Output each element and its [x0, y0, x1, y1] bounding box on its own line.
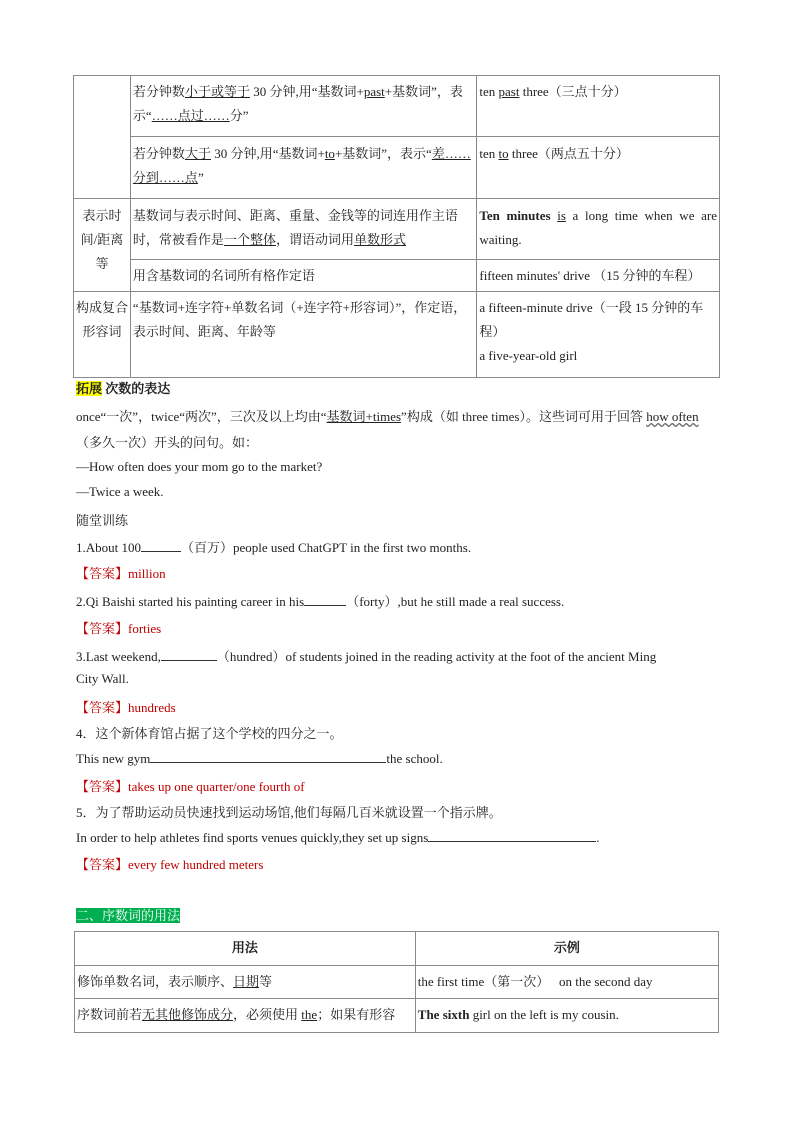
table-row	[74, 292, 720, 378]
usage-cell: 基数词与表示时间、距离、重量、金钱等的词连用作主语时，常被看作是一个整体，谓语动词用单数形式	[130, 199, 476, 260]
example-cell: the first time（第一次） on the second day	[415, 966, 718, 999]
extension-heading	[76, 378, 170, 397]
question-4: This new gym the school.	[76, 751, 443, 766]
extension-body: once“一次”，twice“两次”，三次及以上均由“基数词+times”构成（如 three times）。这些词可用于回答 how often（多久一次）开头的问句。如：	[76, 409, 699, 450]
answer-blank[interactable]	[428, 829, 596, 842]
answer-blank[interactable]	[304, 593, 346, 606]
table-row	[74, 199, 720, 260]
answer-blank[interactable]	[141, 539, 181, 552]
extension-tag: 拓展	[76, 381, 103, 396]
example-cell: The sixth girl on the left is my cousin.	[415, 999, 718, 1033]
column-header: 用法	[75, 932, 416, 966]
usage-cell: 若分钟数小于或等于 30 分钟,用“基数词+past+基数词”，表示“……点过……分”	[130, 76, 476, 137]
question-3-continued: City Wall.	[76, 671, 129, 686]
example-cell: ten to three（两点五十分）	[477, 137, 720, 199]
table-row	[74, 76, 720, 137]
answer-line: 【答案】forties	[76, 621, 162, 636]
category-cell	[74, 76, 131, 199]
table-row	[74, 137, 720, 199]
usage-cell: 序数词前若无其他修饰成分，必须使用 the；如果有形容	[75, 999, 416, 1033]
answer-line: 【答案】every few hundred meters	[76, 857, 264, 872]
section-heading: 二、序数词的用法	[76, 908, 181, 923]
dialog-line: —How often does your mom go to the market?	[76, 459, 323, 474]
numeral-usage-table	[73, 75, 720, 378]
category-cell: 构成复合形容词	[74, 292, 131, 378]
example-cell: ten past three（三点十分）	[477, 76, 720, 137]
answer-line: 【答案】million	[76, 566, 166, 581]
answer-blank[interactable]	[161, 648, 217, 661]
example-cell: Ten minutes is a long time when we are waiting.	[477, 199, 720, 260]
answer-line: 【答案】takes up one quarter/one fourth of	[76, 779, 305, 794]
practice-heading: 随堂训练	[76, 513, 129, 528]
example-cell: fifteen minutes' drive （15 分钟的车程）	[477, 260, 720, 292]
usage-cell: 若分钟数大于 30 分钟,用“基数词+to+基数词”，表示“差……分到……点”	[130, 137, 476, 199]
question-3: 3.Last weekend, （hundred）of students joined in the reading activity at the foot of the ancient Ming	[76, 649, 657, 664]
table-row	[75, 999, 719, 1033]
example-cell: a fifteen-minute drive（一段 15 分钟的车程） a five-year-old girl	[477, 292, 720, 378]
dialog-line: —Twice a week.	[76, 484, 164, 499]
column-header: 示例	[415, 932, 718, 966]
question-1: 1.About 100 （百万）people used ChatGPT in the first two months.	[76, 540, 472, 555]
table-row	[74, 260, 720, 292]
extension-title: 次数的表达	[105, 381, 171, 396]
answer-blank[interactable]	[150, 750, 386, 763]
usage-cell: “基数词+连字符+单数名词（+连字符+形容词）”，作定语，表示时间、距离、年龄等	[130, 292, 476, 378]
table-row	[75, 966, 719, 999]
answer-line: 【答案】hundreds	[76, 700, 176, 715]
question-5: In order to help athletes find sports venues quickly,they set up signs .	[76, 830, 600, 845]
usage-cell: 修饰单数名词，表示顺序、日期等	[75, 966, 416, 999]
table-header-row	[75, 932, 719, 966]
question-2: 2.Qi Baishi started his painting career in his （forty）,but he still made a real success.	[76, 594, 565, 609]
usage-cell: 用含基数词的名词所有格作定语	[130, 260, 476, 292]
question-5-chinese: 5．为了帮助运动员快速找到运动场馆,他们每隔几百米就设置一个指示牌。	[76, 805, 502, 820]
ordinal-usage-table	[74, 931, 719, 1033]
question-4-chinese: 4．这个新体育馆占据了这个学校的四分之一。	[76, 726, 343, 741]
category-cell: 表示时间/距离等	[74, 199, 131, 292]
